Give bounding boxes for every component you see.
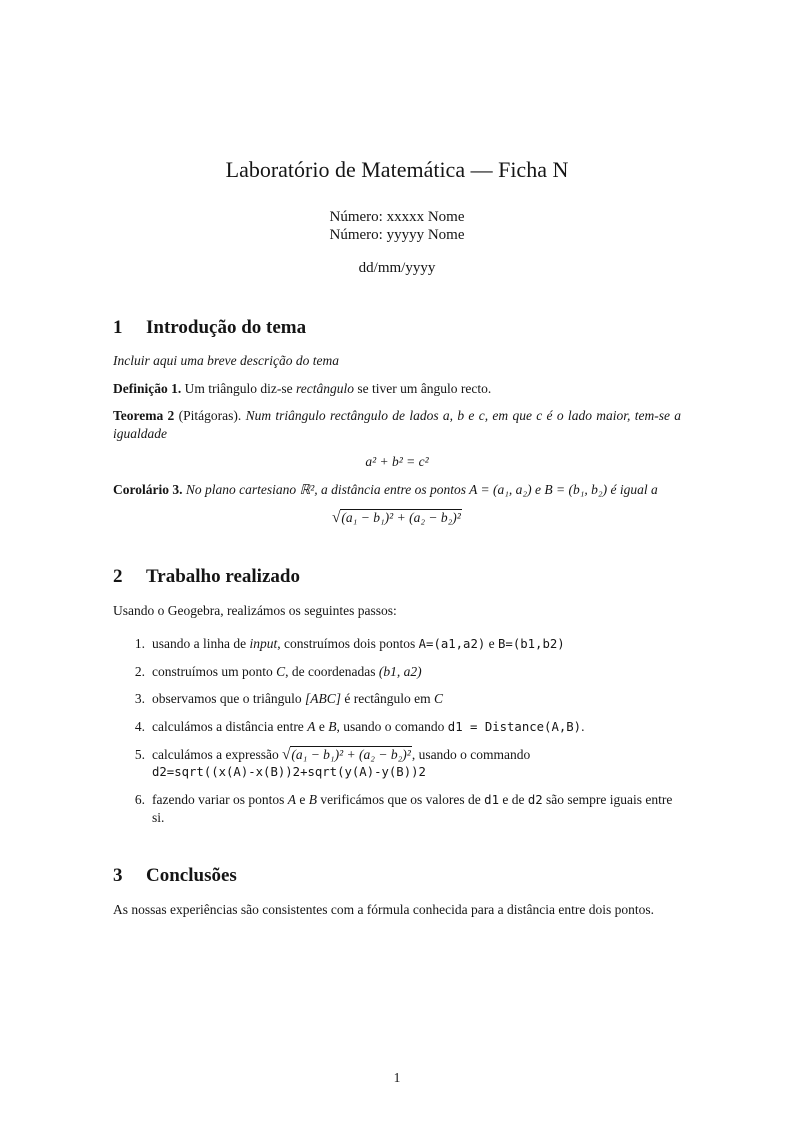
text-run: usando a linha de (152, 635, 250, 651)
text-run: é rectângulo em (341, 691, 434, 707)
step-body (152, 791, 681, 827)
text-run: e (315, 718, 329, 734)
text-run: e de (498, 792, 528, 808)
intro-note: Incluir aqui uma breve descrição do tema (113, 353, 339, 369)
step-item (113, 635, 681, 653)
text-run: calculámos a distância entre (152, 718, 308, 734)
code-run: d1 = Distance(A,B) (447, 719, 582, 734)
math-run: [ABC] (304, 691, 341, 707)
step-item (113, 718, 681, 736)
text-run: verificámos que os valores de (316, 792, 485, 808)
theorem-attribution: (Pitágoras). (174, 408, 246, 424)
section-number: 1 (113, 316, 123, 338)
math-run: B (308, 792, 317, 808)
code-run: d1 (484, 793, 499, 808)
text-run: calculámos a expressão (152, 746, 283, 762)
radical-sign: √ (332, 509, 341, 526)
sqrt-expression (332, 510, 462, 525)
step-number: 1. (134, 635, 145, 651)
page-number: 1 (393, 1070, 401, 1086)
text-run: são sempre iguais entre si. (152, 792, 673, 826)
code-run: d2 (527, 793, 543, 808)
emphasis-run: input (249, 635, 278, 651)
theorem-paragraph (113, 407, 681, 442)
section-heading-intro (113, 317, 681, 340)
step-body (152, 663, 681, 681)
step-body (152, 635, 681, 653)
radical-sign: √ (282, 746, 291, 763)
step-item (113, 690, 681, 708)
radicand: (a₁ − b₁)² + (a₂ − b₂)² (291, 746, 411, 762)
author-line-2: Número: yyyyy Nome (329, 226, 465, 243)
distance-equation (113, 509, 681, 529)
text-run: . (581, 718, 585, 734)
math-run: A (287, 792, 296, 808)
emphasis-run: rectângulo (295, 380, 354, 396)
doc-title: Laboratório de Matemática — Ficha N (225, 157, 569, 182)
text-run: , de coordenadas (285, 663, 379, 679)
step-number: 5. (134, 746, 145, 762)
pythagoras-equation: a² + b² = c² (365, 453, 429, 469)
step-item (113, 791, 681, 827)
text-run: e (485, 635, 499, 651)
text-run: construímos um ponto (152, 663, 277, 679)
corollary-statement: No plano cartesiano ℝ², a distância entre os pontos A = (a₁, a₂) e B = (b₁, b₂) é igual a (182, 482, 658, 498)
section-title: Trabalho realizado (146, 566, 300, 588)
step-number: 3. (134, 691, 145, 707)
text-run: , usando o commando (411, 746, 531, 762)
math-run: B (328, 718, 337, 734)
corollary-label: Corolário 3. (113, 482, 183, 498)
doc-date: dd/mm/yyyy (358, 260, 436, 277)
step-number: 2. (134, 663, 145, 679)
definition-label: Definição 1. (113, 380, 182, 396)
section-title: Introdução do tema (146, 316, 307, 338)
section-number: 3 (113, 864, 123, 886)
author-block (113, 208, 681, 245)
section-heading-work (113, 566, 681, 589)
step-item (113, 663, 681, 681)
sqrt-expression (282, 747, 412, 762)
section-heading-conclusions (113, 865, 681, 888)
math-run: C (433, 691, 443, 707)
text-run: , construímos dois pontos (277, 635, 419, 651)
step-command-line: d2=sqrt((x(A)-x(B))2+sqrt(y(A)-y(B))2 (152, 765, 426, 780)
step-item (113, 746, 681, 782)
text-run: fazendo variar os pontos (152, 792, 288, 808)
corollary-paragraph (113, 481, 681, 499)
theorem-statement: Num triângulo rectângulo de lados a, b e c, em que c é o lado maior, tem-se a igualdade (113, 408, 682, 442)
step-body (152, 690, 681, 708)
theorem-label: Teorema 2 (113, 408, 175, 424)
section-number: 2 (113, 566, 123, 588)
steps-list (113, 635, 681, 827)
step-body (152, 718, 681, 736)
text-run: e (295, 792, 309, 808)
work-intro: Usando o Geogebra, realizámos os seguintes passos: (113, 603, 397, 619)
code-run: B=(b1,b2) (498, 636, 565, 651)
step-body (152, 746, 681, 782)
author-line-1: Número: xxxxx Nome (329, 208, 465, 225)
definition-paragraph (113, 380, 681, 398)
math-run: A (307, 718, 316, 734)
radicand: (a₁ − b₁)² + (a₂ − b₂)² (341, 509, 461, 525)
math-run: (b1, a2) (378, 663, 422, 679)
text-run: , usando o comando (336, 718, 448, 734)
section-title: Conclusões (146, 864, 237, 886)
conclusions-paragraph: As nossas experiências são consistentes com a fórmula conhecida para a distância entre dois pontos. (113, 901, 654, 917)
code-run: A=(a1,a2) (418, 636, 486, 651)
math-run: C (276, 663, 286, 679)
step-number: 4. (134, 718, 145, 734)
text-run: se tiver um ângulo recto. (353, 380, 492, 396)
step-number: 6. (134, 792, 145, 808)
text-run: Um triângulo diz-se (181, 380, 296, 396)
text-run: observamos que o triângulo (152, 691, 305, 707)
